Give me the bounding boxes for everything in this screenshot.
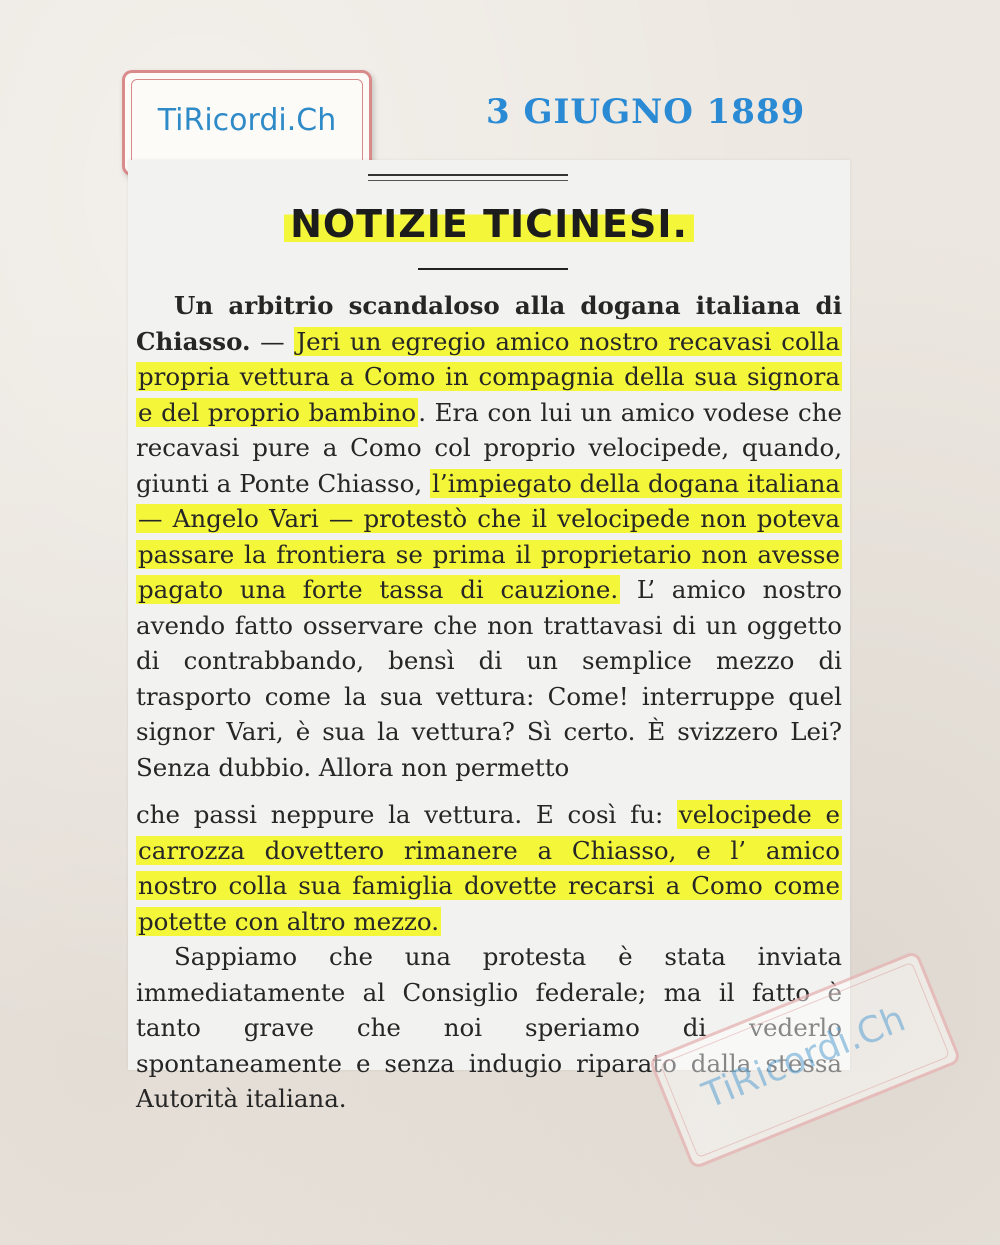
text-run: L’ amico nostro avendo fatto osservare che non trattavasi di un oggetto di contrabbando, bensì di un semplice mezzo di trasporto come la sua vettura: Come! interruppe quel signor Vari, è sua la vettura? Sì certo. È svizzero Lei? Senza dubbio. Allora non permetto — [136, 575, 842, 782]
article-lead: Un arbitrio scandaloso alla dogana italiana di Chiasso. — [136, 291, 842, 356]
publication-date: 3 GIUGNO 1889 — [486, 92, 806, 132]
decorative-rule — [368, 174, 568, 176]
text-run: . Era con lui un amico vodese che recavasi pure a Como col proprio velocipede, quando, giunti a Ponte Chiasso, — [136, 397, 843, 498]
logo-text: TiRicordi.Ch — [157, 103, 337, 138]
article-paragraph-1 — [136, 288, 842, 785]
article-paragraph-2 — [136, 797, 842, 939]
highlighted-text: velocipede e carrozza dovettero rimanere a Chiasso, e l’ amico nostro colla sua famiglia dovette recarsi a Como come potette con altro mezzo. — [138, 800, 840, 936]
headline-container — [128, 200, 850, 248]
headline-divider — [418, 268, 568, 270]
decorative-rule — [368, 180, 568, 181]
article-body — [136, 288, 842, 1117]
highlighted-text: l’impiegato della dogana italiana — Angelo Vari — protestò che il velocipede non poteva passare la frontiera se prima il proprietario non avesse pagato una forte tassa di cauzione. — [138, 468, 840, 604]
article-paragraph-3: Sappiamo che una protesta è stata inviata immediatamente al Consiglio federale; ma il fatto è tanto grave che noi speriamo di vederlo spontaneamente e senza indugio riparato dalla stessa Autorità italiana. — [136, 942, 842, 1113]
highlighted-text: Jeri un egregio amico nostro recavasi colla propria vettura a Como in compagnia della sua signora e del proprio bambino — [138, 326, 840, 427]
text-run: — — [250, 326, 295, 356]
article-headline: NOTIZIE TICINESI. — [284, 200, 694, 248]
text-run: che passi neppure la vettura. E così fu: — [136, 800, 677, 829]
watermark-text: TiRicordi.Ch — [697, 998, 912, 1117]
